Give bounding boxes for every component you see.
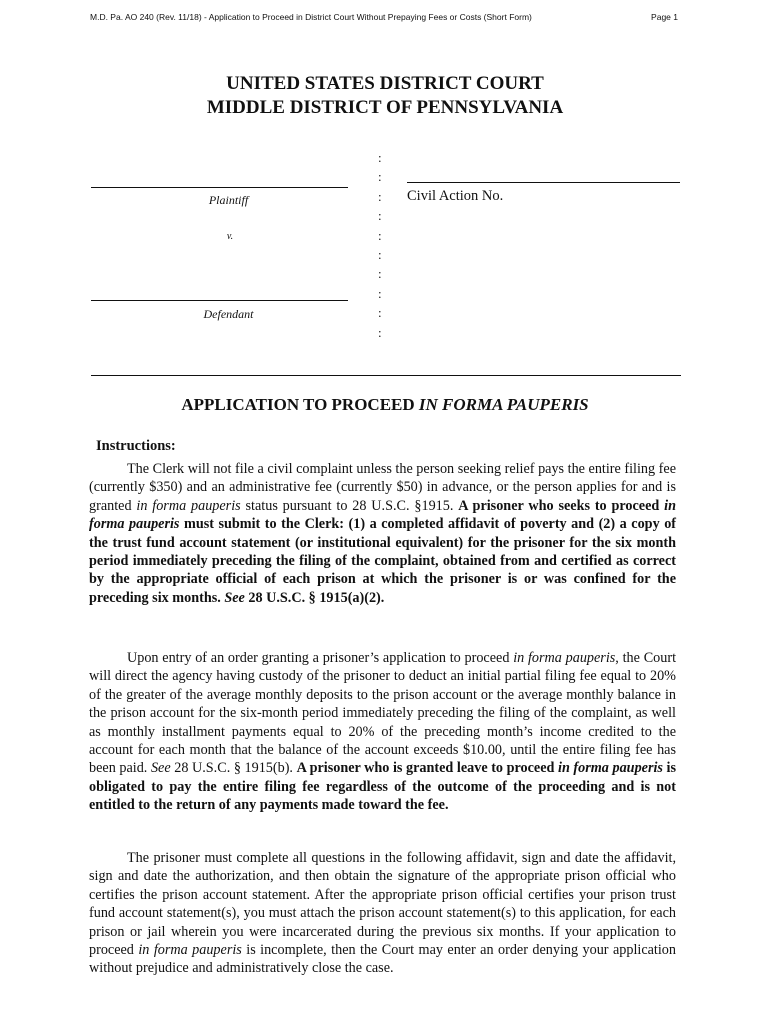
p3-italic: in forma pauperis: [138, 942, 242, 959]
plaintiff-label: Plaintiff: [208, 193, 249, 207]
caption-colon: :: [378, 285, 382, 301]
page-number: Page 1: [651, 12, 678, 22]
instructions-heading: Instructions:: [96, 438, 176, 454]
title-main: APPLICATION TO PROCEED: [181, 395, 419, 414]
caption-colon: :: [378, 150, 382, 165]
court-district: MIDDLE DISTRICT OF PENNSYLVANIA: [206, 97, 564, 118]
p2-bold-italic: in forma pauperis: [558, 760, 663, 777]
caption-colon: :: [378, 227, 382, 243]
p1-bold: 28 U.S.C. § 1915(a)(2).: [244, 589, 385, 606]
caption-colon: :: [378, 208, 382, 224]
civil-action-line: [407, 182, 680, 183]
court-name: UNITED STATES DISTRICT COURT: [226, 73, 544, 94]
p3-text: is incomplete, then the Court may enter an order denying your application without prejudice and administratively close the case.: [89, 942, 676, 977]
caption-colon: :: [378, 266, 382, 282]
caption-colons: [378, 148, 388, 342]
p1-bold: A prisoner who seeks to proceed: [458, 497, 665, 514]
form-identifier: M.D. Pa. AO 240 (Rev. 11/18) - Application to Proceed in District Court Without Prepaying Fees or Costs (Short Form): [90, 12, 532, 22]
title-italic: IN FORMA PAUPERIS: [418, 395, 589, 414]
instructions-paragraph-3: [89, 849, 676, 978]
caption-colon: :: [378, 188, 382, 204]
application-title: [0, 395, 770, 415]
instructions-paragraph-1: [89, 460, 676, 607]
p2-italic: in forma pauperis: [513, 650, 616, 666]
p1-bold-italic: in forma pauperis: [89, 497, 676, 533]
p1-text: status pursuant to 28 U.S.C. §1915.: [240, 497, 459, 514]
defendant-label: Defendant: [203, 307, 254, 321]
p2-bold: is obligated to pay the entire filing fee regardless of the outcome of the proceeding and is not entitled to the return of any payments made toward the fee.: [89, 760, 677, 814]
defendant-signature-line: [91, 300, 348, 301]
caption-colon: :: [378, 324, 382, 340]
p2-text: Upon entry of an order granting a prisoner’s application to proceed: [127, 650, 514, 666]
caption-divider: [91, 375, 681, 376]
caption-colon: :: [378, 246, 382, 262]
p1-italic: in forma pauperis: [136, 497, 241, 514]
civil-action-label: Civil Action No.: [407, 188, 504, 204]
p2-bold: A prisoner who is granted leave to proceed: [296, 760, 559, 777]
p3-text: The prisoner must complete all questions in the following affidavit, sign and date the affidavit, sign and date the authorization, and then obtain the signature of the appropriate prison official who certifies the prison account statement. After the appropriate prison official certifies your prison trust fund account statement(s), you must attach the prison account statement(s) to this application, for each prison or jail wherein you were incarcerated during the previous six months. If your application to proceed: [89, 850, 676, 959]
caption-colon: :: [378, 305, 382, 321]
p2-text: 28 U.S.C. § 1915(b).: [170, 760, 297, 777]
p2-italic: See: [150, 760, 171, 777]
p2-text: , the Court will direct the agency having custody of the prisoner to deduct an initial partial filing fee equal to 20% of the greater of the average monthly deposits to the prison account or the average monthly balance in the prison account for the six-month period immediately preceding the filing of the complaint, as well as monthly installment payments equal to 20% of the preceding month’s income credited to the account for each month that the balance of the account exceeds $10.00, until the entire filing fee has been paid.: [89, 650, 677, 777]
p1-bold: must submit to the Clerk: (1) a completed affidavit of poverty and (2) a copy of the trust fund account statement (or institutional equivalent) for the prisoner for the six month period immediately preceding the filing of the complaint, obtained from and certified as correct by the appropriate official of each prison at which the prisoner is or was confined for the preceding six months.: [89, 516, 677, 606]
p1-bold-italic: See: [224, 589, 245, 606]
caption-colon: :: [378, 169, 382, 185]
p1-text: The Clerk will not file a civil complaint unless the person seeking relief pays the entire filing fee (currently $350) and an administrative fee (currently $50) in advance, or the person applies for and is granted: [89, 461, 676, 514]
instructions-paragraph-2: [89, 649, 676, 815]
versus-label: v.: [226, 231, 234, 242]
plaintiff-signature-line: [91, 187, 348, 188]
